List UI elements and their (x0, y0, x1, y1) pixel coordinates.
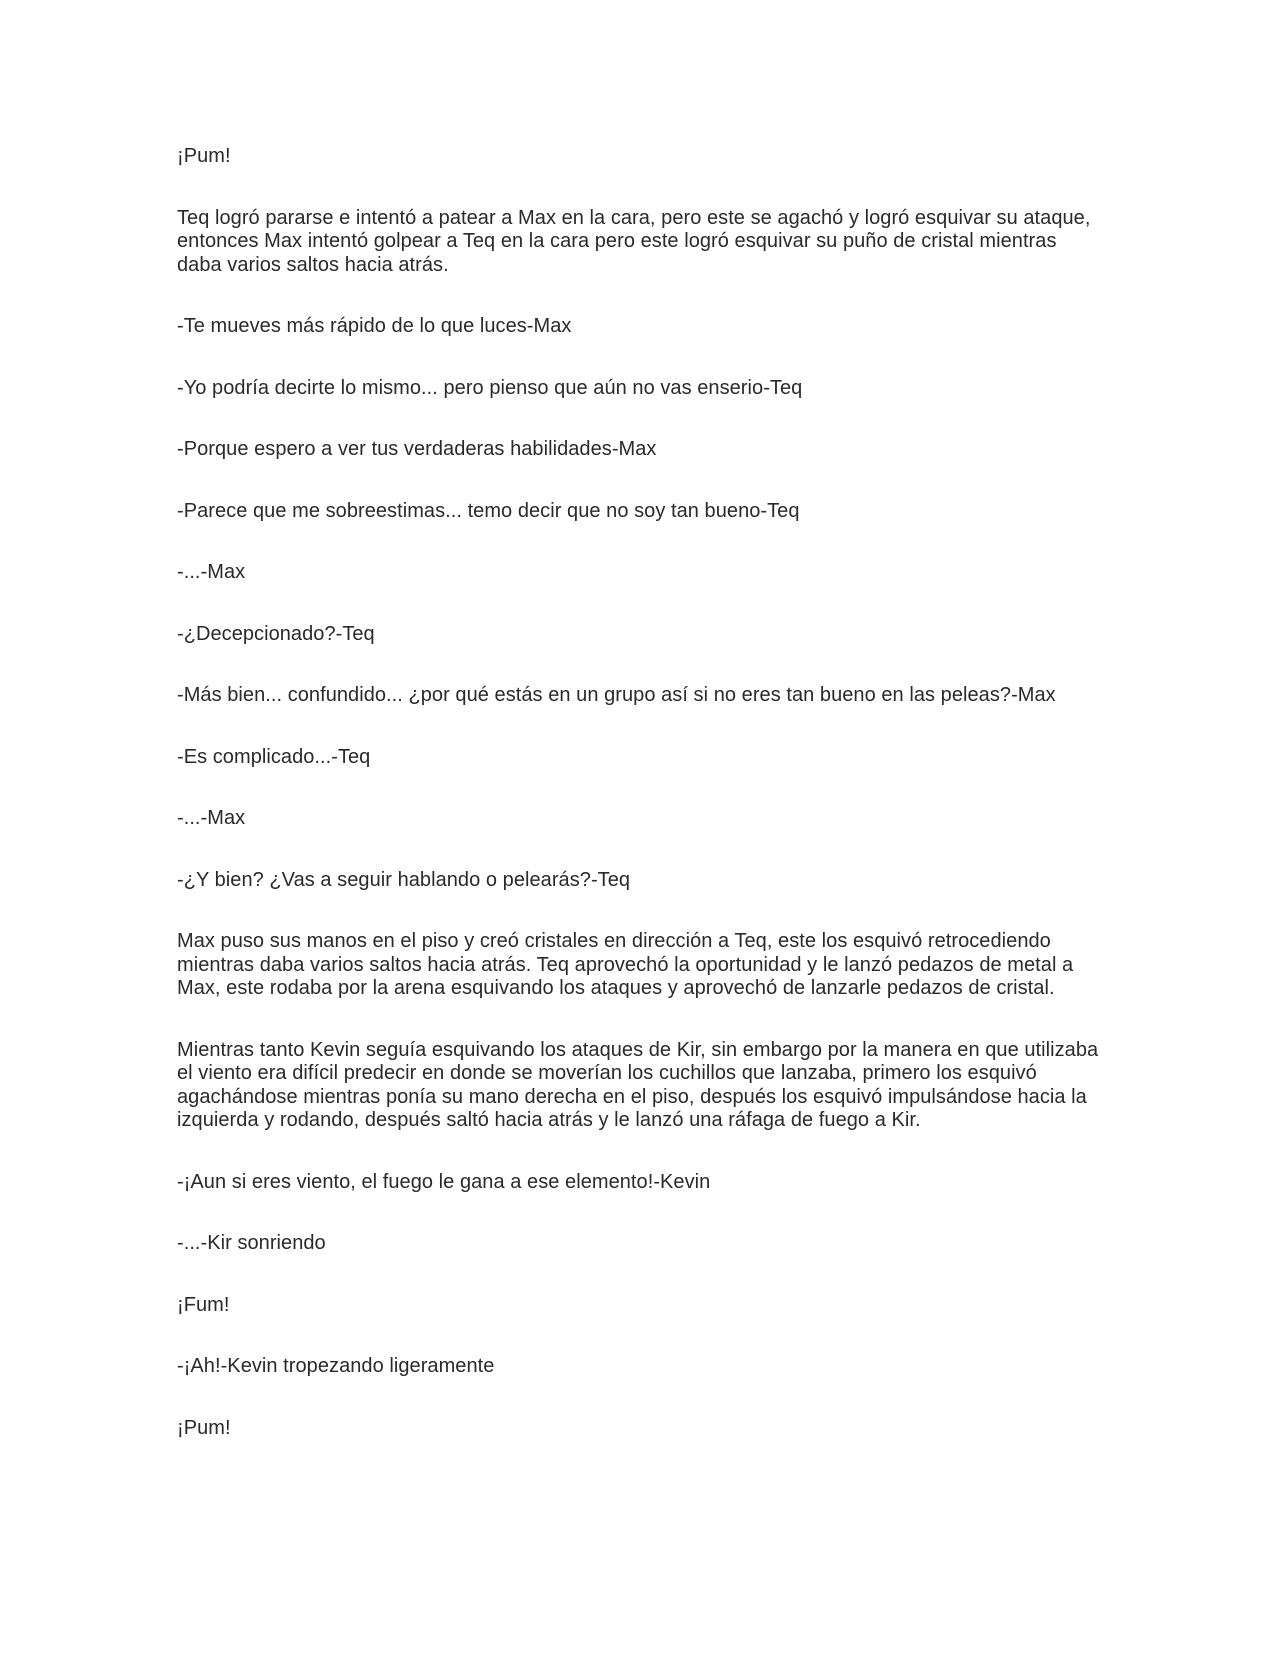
paragraph-dialogue-max: -Más bien... confundido... ¿por qué estás en un grupo así si no eres tan bueno en las peleas?-Max (177, 684, 1056, 706)
paragraph-dialogue-max: -...-Max (177, 807, 246, 829)
paragraph-sound-pum: ¡Pum! (177, 1416, 231, 1439)
paragraph-sound-pum: ¡Pum! (177, 145, 231, 167)
paragraph-dialogue-max: -Porque espero a ver tus verdaderas habilidades-Max (177, 438, 657, 460)
document-body (177, 145, 1102, 1478)
paragraph-dialogue-teq: -¿Y bien? ¿Vas a seguir hablando o pelearás?-Teq (177, 868, 631, 891)
paragraph-narration-teq-kick: Teq logró pararse e intentó a patear a Max en la cara, pero este se agachó y logró esquivar su ataque, entonces Max intentó golpear a Teq en la cara pero este logró esquivar su puño de cristal mientras daba varios saltos hacia atrás. (177, 206, 1091, 276)
paragraph-dialogue-kevin: -¡Aun si eres viento, el fuego le gana a ese elemento!-Kevin (177, 1170, 711, 1193)
paragraph-dialogue-teq: -Parece que me sobreestimas... temo decir que no soy tan bueno-Teq (177, 499, 800, 522)
paragraph-dialogue-teq: -Yo podría decirte lo mismo... pero pienso que aún no vas enserio-Teq (177, 376, 803, 399)
paragraph-sound-fum: ¡Fum! (177, 1293, 230, 1316)
paragraph-dialogue-teq: -¿Decepcionado?-Teq (177, 622, 375, 645)
paragraph-dialogue-teq: -Es complicado...-Teq (177, 745, 371, 768)
paragraph-dialogue-kir: -...-Kir sonriendo (177, 1232, 326, 1254)
paragraph-narration-max-crystals: Max puso sus manos en el piso y creó cristales en dirección a Teq, este los esquivó retrocediendo mientras daba varios saltos hacia atrás. Teq aprovechó la oportunidad y le lanzó pedazos de metal a Max, este rodaba por la arena esquivando los ataques y aprovechó de lanzarle pedazos de cristal. (177, 930, 1074, 999)
paragraph-dialogue-kevin: -¡Ah!-Kevin tropezando ligeramente (177, 1355, 495, 1377)
paragraph-dialogue-max: -Te mueves más rápido de lo que luces-Max (177, 315, 572, 337)
paragraph-dialogue-max: -...-Max (177, 561, 246, 583)
paragraph-narration-kevin-kir: Mientras tanto Kevin seguía esquivando los ataques de Kir, sin embargo por la manera en que utilizaba el viento era difícil predecir en donde se moverían los cuchillos que lanzaba, primero los esquivó agachándose mientras ponía su mano derecha en el piso, después los esquivó impulsándose hacia la izquierda y rodando, después saltó hacia atrás y le lanzó una ráfaga de fuego a Kir. (177, 1038, 1099, 1131)
